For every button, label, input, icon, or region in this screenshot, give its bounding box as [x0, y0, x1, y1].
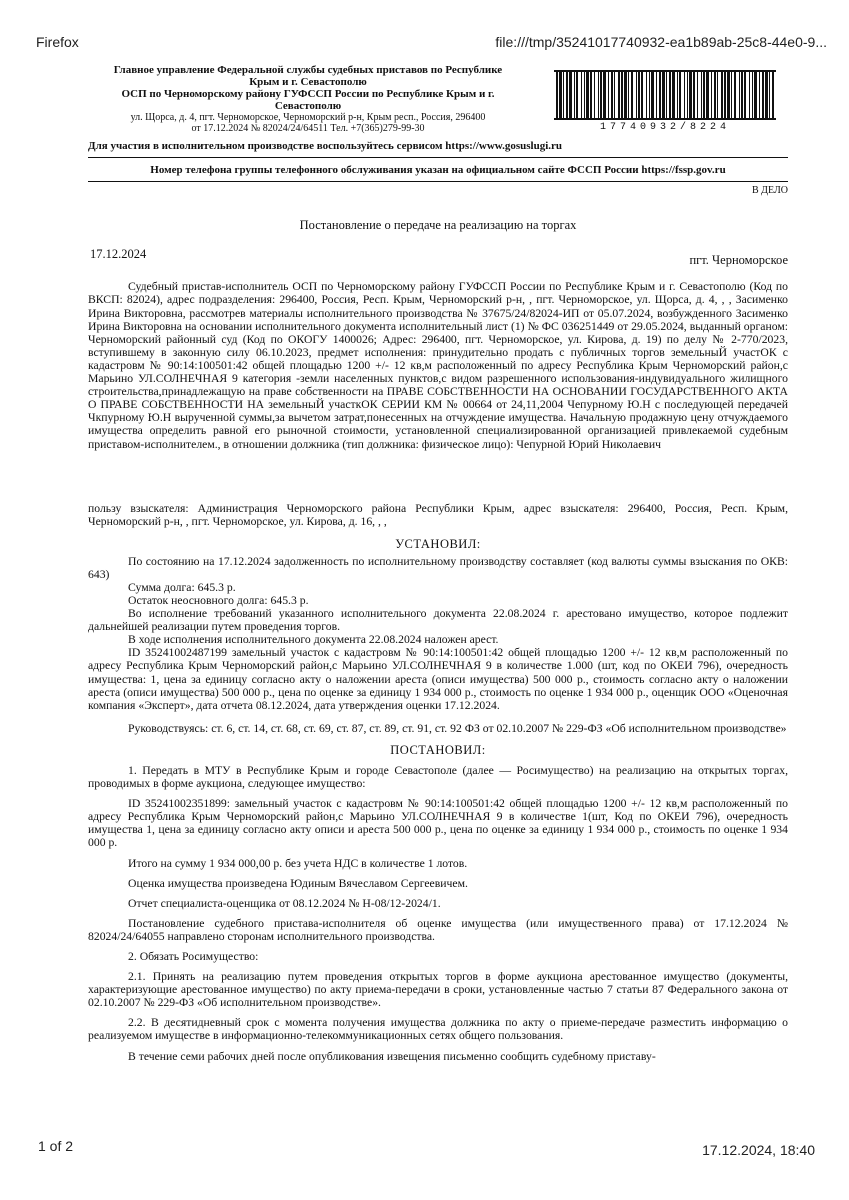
document-title: Постановление о передаче на реализацию на торгах	[299, 218, 577, 233]
phone-service-note: Номер телефона группы телефонного обслуживания указан на официальном сайте ФССП России https://fssp.gov.ru	[88, 158, 788, 182]
arrest-imposed: В ходе исполнения исполнительного документа 22.08.2024 наложен арест.	[128, 633, 499, 647]
agency-name-line2: Крым и г. Севастополю	[249, 76, 367, 88]
resolved-item-1: 1. Передать в МТУ в Республике Крым и городе Севастополе (далее — Росимущество) на реализацию на открытых торгах, проводимых в форме аукциона, следующее имущество:	[88, 763, 788, 791]
gosuslugi-service-note: Для участия в исполнительном производстве воспользуйтесь сервисом https://www.gosuslugi.ru	[88, 140, 563, 152]
page-counter: 1 of 2	[38, 1138, 74, 1154]
date-place-row	[88, 247, 788, 268]
department-address: ул. Щорса, д. 4, пгт. Черноморское, Черноморский р-н, Крым респ., Россия, 296400	[130, 112, 486, 123]
recovery-paragraph: пользу взыскателя: Администрация Черноморского района Республики Крым, адрес взыскателя: 296400, Россия, Респ. Крым, Черноморский р-н, , пгт. Черноморское, ул. Кирова, д. 16, , ,	[88, 502, 788, 529]
department-name-line2: Севастополю	[274, 100, 342, 112]
legal-basis: Руководствуясь: ст. 6, ст. 14, ст. 68, ст. 69, ст. 87, ст. 89, ст. 91, ст. 92 ФЗ от 02.10.2007 № 229-ФЗ «Об исполнительном производстве»	[128, 721, 787, 735]
document-date: 17.12.2024	[90, 247, 147, 262]
debt-remaining: Остаток неосновного долга: 645.3 р.	[128, 593, 309, 607]
barcode-image	[554, 70, 776, 120]
debt-status: По состоянию на 17.12.2024 задолженность по исполнительному производству составляет (код валюты суммы взыскания по ОКВ: 643)	[88, 554, 788, 581]
resolved-item-2-1: 2.1. Принять на реализацию путем проведения открытых торгов в форме аукциона арестованное имущество (документы, характеризующие арестованное имущество) по акту приема-передачи в сроки, установленные частью 7 статьи 87 Федерального закона от 02.10.2007 № 229-ФЗ «Об исполнительном производстве».	[88, 970, 788, 1010]
browser-title: Firefox	[36, 34, 79, 50]
arrest-note: Во исполнение требований указанного исполнительного документа 22.08.2024 г. арестовано имущество, которое подлежит дальнейшей реализации путем проведения торгов.	[88, 607, 788, 634]
resolved-total: Итого на сумму 1 934 000,00 р. без учета НДС в количестве 1 лотов.	[128, 856, 468, 870]
barcode-block	[554, 70, 776, 134]
to-file-mark: В ДЕЛО	[752, 185, 788, 197]
resolved-item-1-property: ID 35241002351899: замельный участок с кадастровм № 90:14:100501:42 общей площадью 1200 +/- 12 кв,м расположенный по адресу Республика Крым Черноморский район,с Марьино УЛ.СОЛНЕЧНАЯ 9 в количестве 1(шт, Код по ОКЕИ 796), очередность имущества 1, цена за единицу согласно акту описи и ареста 500 000 р., цена по оценке за единицу 1 934 000 р., стоимость по оценке 1 934 000 р.	[88, 797, 788, 850]
resolved-heading: ПОСТАНОВИЛ:	[390, 742, 486, 757]
print-datetime: 17.12.2024, 18:40	[702, 1142, 815, 1158]
intro-paragraph: Судебный пристав-исполнитель ОСП по Черноморскому району ГУФССП России по Республике Крым и г. Севастополю (Код по ВКСП: 82024), адрес подразделения: 296400, Россия, Респ. Крым, Черноморский р-н, , пгт. Черноморское, ул. Щорса, д. 4, , , Засименко Ирина Викторовна, рассмотрев материалы исполнительного производства № 37675/24/82024-ИП от 05.07.2024, возбужденного Засименко Ирина Викторовна на основании исполнительного документа исполнительный лист (1) № ФС 036251449 от 29.05.2024, выданный органом: Черноморский районный суд (Код по ОКОГУ 1400026; Адрес: 296400, пгт. Черноморское, ул. Кирова, д. 19) по делу № 2-770/2023, вступившему в законную силу 06.10.2023, предмет исполнения: принудительно продать с публичных торгов земельныЙ участОК с кадастровм № 90:14:100501:42 общей площадью 1200 +/- 12 кв,м расположенный по адресу Республика Крым Черноморский район,с Марьино УЛ.СОЛНЕЧНАЯ 9 категория -земли населенных пунктов,с видом разрешенного использования-индувидуального жилищного строительства,принадлежащую на праве собственности на ПРАВЕ СОБСТВЕННОСТИ НА ОСНОВАНИИ ГОСУДАРСТВЕННОГО АКТА О ПРАВЕ СОБСТВЕННОСТИ НА земельныЙ участкОК СЕРИИ КМ № 00664 от 24,11,2004 Чепурному Ю.Н с последующей передачей Чкпурному Ю.Н вырученной суммы,за вычетом затрат,понесенных на отчуждение имущества. Начальную продажную цену отчуждаемого имущества определить равной его рыночной стоимости, установленной специализированной организацией привлекаемой судебным приставом-исполнителем., в отношении должника (тип должника: физическое лицо): Чепурной Юрий Николаевич	[88, 280, 788, 451]
resolved-report: Отчет специалиста-оценщика от 08.12.2024 № Н-08/12-2024/1.	[128, 896, 441, 910]
document-page	[88, 64, 788, 1063]
agency-name-line1: Главное управление Федеральной службы судебных приставов по Республике	[113, 64, 503, 76]
department-name-line1: ОСП по Черноморскому району ГУФССП России по Республике Крым и г.	[121, 88, 495, 100]
document-place: пгт. Черноморское	[689, 253, 788, 268]
resolved-item-2: 2. Обязать Росимущество:	[128, 950, 259, 963]
established-heading: УСТАНОВИЛ:	[395, 536, 481, 551]
resolved-appraiser: Оценка имущества произведена Юдиным Вячеславом Сергеевичем.	[128, 876, 468, 890]
barcode-number: 17740932/8224	[599, 122, 730, 133]
resolved-item-2-2: 2.2. В десятидневный срок с момента получения имущества должника по акту о приеме-передаче разместить информацию о реализуемом имуществе в информационно-телекоммуникационных сетях общего пользования.	[88, 1016, 788, 1043]
property-details: ID 35241002487199 замельный участок с кадастровм № 90:14:100501:42 общей площадью 1200 +/- 12 кв,м расположенный по адресу Республика Крым Черноморский район,с Марьино УЛ.СОЛНЕЧНАЯ 9 в количестве 1.000 (шт, код по ОКЕИ 796), очередность имущества: 1, цена за единицу согласно акту о наложении ареста (описи имущества) 500 000 р., стоимость согласно акту о наложении ареста (описи имущества) 500 000 р., цена по оценке за единицу 1 934 000 р., стоимость по оценке 1 934 000 р., оценщик ООО «Оценочная компания «Эксперт», дата отчета 08.12.2024, дата утверждения оценки 17.12.2024.	[88, 646, 788, 712]
document-header	[88, 64, 788, 158]
document-registration: от 17.12.2024 № 82024/24/64511 Тел. +7(365)279-99-30	[191, 123, 425, 134]
resolved-item-2-3: В течение семи рабочих дней после опубликования извещения письменно сообщить судебному приставу-	[128, 1049, 656, 1063]
file-url: file:///tmp/35241017740932-ea1b89ab-25c8-44e0-9...	[495, 34, 827, 50]
resolved-valuation: Постановление судебного пристава-исполнителя об оценке имущества (или имущественного права) от 17.12.2024 № 82024/24/64055 направлено сторонам исполнительного производства.	[88, 916, 788, 943]
debt-amount: Сумма долга: 645.3 р.	[128, 580, 236, 594]
header-left-block	[88, 64, 528, 134]
